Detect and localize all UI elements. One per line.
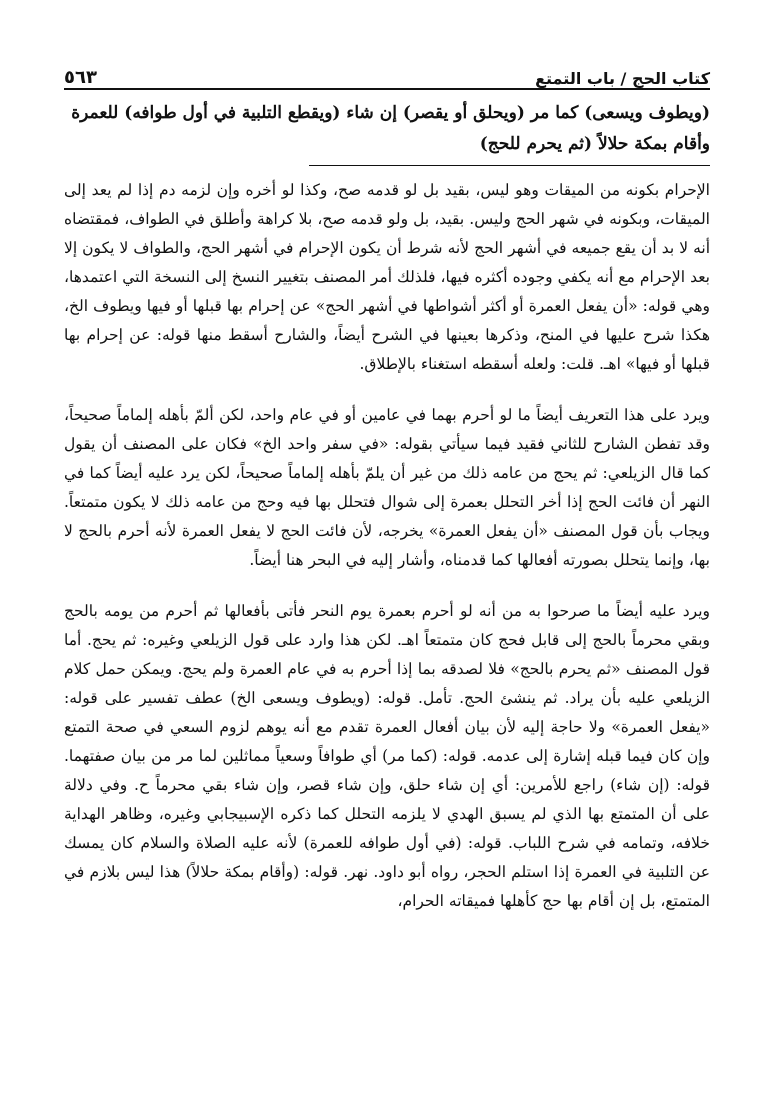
matn-line-2: وأقام بمكة حلالاً (ثم يحرم للحج) [479, 134, 710, 154]
paragraph-text: ويرد عليه أيضاً ما صرحوا به من أنه لو أحرم بعمرة يوم النحر فأتى بأفعالها ثم أحرم من يومه بالحج وبقي محرماً بالحج إلى قابل فحج كان متمتعاً اهـ. لكن هذا وارد على قول الزيلعي وغيره: ثم يحج. أما قول المصنف «ثم يحرم بالحج» فلا لصدقه بما إذا أحرم به في عام العمرة ولم يحج. ويمكن حمل كلام الزيلعي عليه بأن يراد. ثم ينشئ الحج. تأمل. قوله: (ويطوف ويسعى الخ) عطف تفسير على قوله: «يفعل العمرة» ولا حاجة إليه لأن بيان أفعال العمرة تقدم مع أنه يوهم لزوم السعي في صحة التمتع وإن كان فيما قبله إشارة إلى عدمه. قوله: (كما مر) أي طوافاً وسعياً مماثلين لما مر من بيان صفتهما. قوله: (إن شاء) راجع للأمرين: أي إن شاء حلق، وإن شاء قصر، وإن شاء بقي محرماً ح. وفي دلالة على أن المتمتع بها الذي لم يسبق الهدي لا يلزمه التحلل كما ذكره الإسبيجابي وغيره، وظاهر الهداية خلافه، وتمامه في شرح اللباب. قوله: (في أول طوافه للعمرة) لأنه عليه الصلاة والسلام كان يمسك عن التلبية في العمرة إذا استلم الحجر، رواه أبو داود. نهر. قوله: (وأقام بمكة حلالاً) هذا ليس بلازم في المتمتع، بل إن أقام بها حج كأهلها فميقاته الحرام، [64, 602, 710, 910]
running-header [64, 54, 710, 90]
book-chapter-title: كتاب الحج / باب التمتع [535, 69, 710, 88]
matn-line-1: (ويطوف ويسعى) كما مر (ويحلق أو يقصر) إن شاء (ويقطع التلبية في أول طوافه) للعمرة [71, 103, 710, 123]
paragraph-text: ويرد على هذا التعريف أيضاً ما لو أحرم بهما في عامين أو في عام واحد، لكن ألمّ بأهله إلماماً صحيحاً، وقد تفطن الشارح للثاني فقيد فيما سيأتي بقوله: «في سفر واحد الخ» فكان على المصنف أن يقول كما قال الزيلعي: ثم يحج من عامه ذلك من غير أن يلمّ بأهله إلماماً صحيحاً، لكن يرد عليه أيضاً كما في النهر أن فائت الحج إذا أخر التحلل بعمرة إلى شوال فتحلل بها فيه وحج من عامه ذلك لا يكون متمتعاً. ويجاب بأن قول المصنف «أن يفعل العمرة» يخرجه، لأن فائت الحج لا يفعل العمرة لأنه أحرم بالحج لا بها، وإنما يتحلل بصورته أفعالها كما قدمناه، وأشار إليه في البحر هنا أيضاً. [64, 406, 710, 569]
matn-section [64, 98, 710, 166]
commentary-section [64, 176, 710, 916]
commentary-paragraph-3 [64, 597, 710, 916]
section-divider [309, 165, 710, 166]
paragraph-text: الإحرام بكونه من الميقات وهو ليس، بقيد بل لو قدمه صح، وكذا لو أخره وإن لزمه دم إذا لم يعد إلى الميقات، وبكونه في شهر الحج وليس. بقيد، بل ولو قدمه صح، بلا كراهة وأطلق في الطواف، فمقتضاه أنه لا بد أن يقع جميعه في أشهر الحج لأنه شرط أن يكون الإحرام في أشهر الحج، والطواف لا يكون إلا بعد الإحرام مع أنه يكفي وجوده أكثره فيها، فلذلك أمر المصنف بتغيير النسخ إلى النسخة التي اعتمدها، وهي قوله: «أن يفعل العمرة أو أكثر أشواطها في أشهر الحج» عن إحرام بها قبلها أو فيها ويطوف الخ، هكذا شرح عليها في المنح، وذكرها بعينها في الشرح أيضاً، والشارح أسقط منها قوله: عن إحرام بها قبلها أو فيها» اهـ. قلت: ولعله أسقطه استغناء بالإطلاق. [64, 181, 710, 373]
matn-text [64, 98, 710, 163]
commentary-paragraph-1 [64, 176, 710, 379]
commentary-paragraph-2 [64, 401, 710, 575]
page-number: ٥٦٣ [64, 67, 97, 88]
